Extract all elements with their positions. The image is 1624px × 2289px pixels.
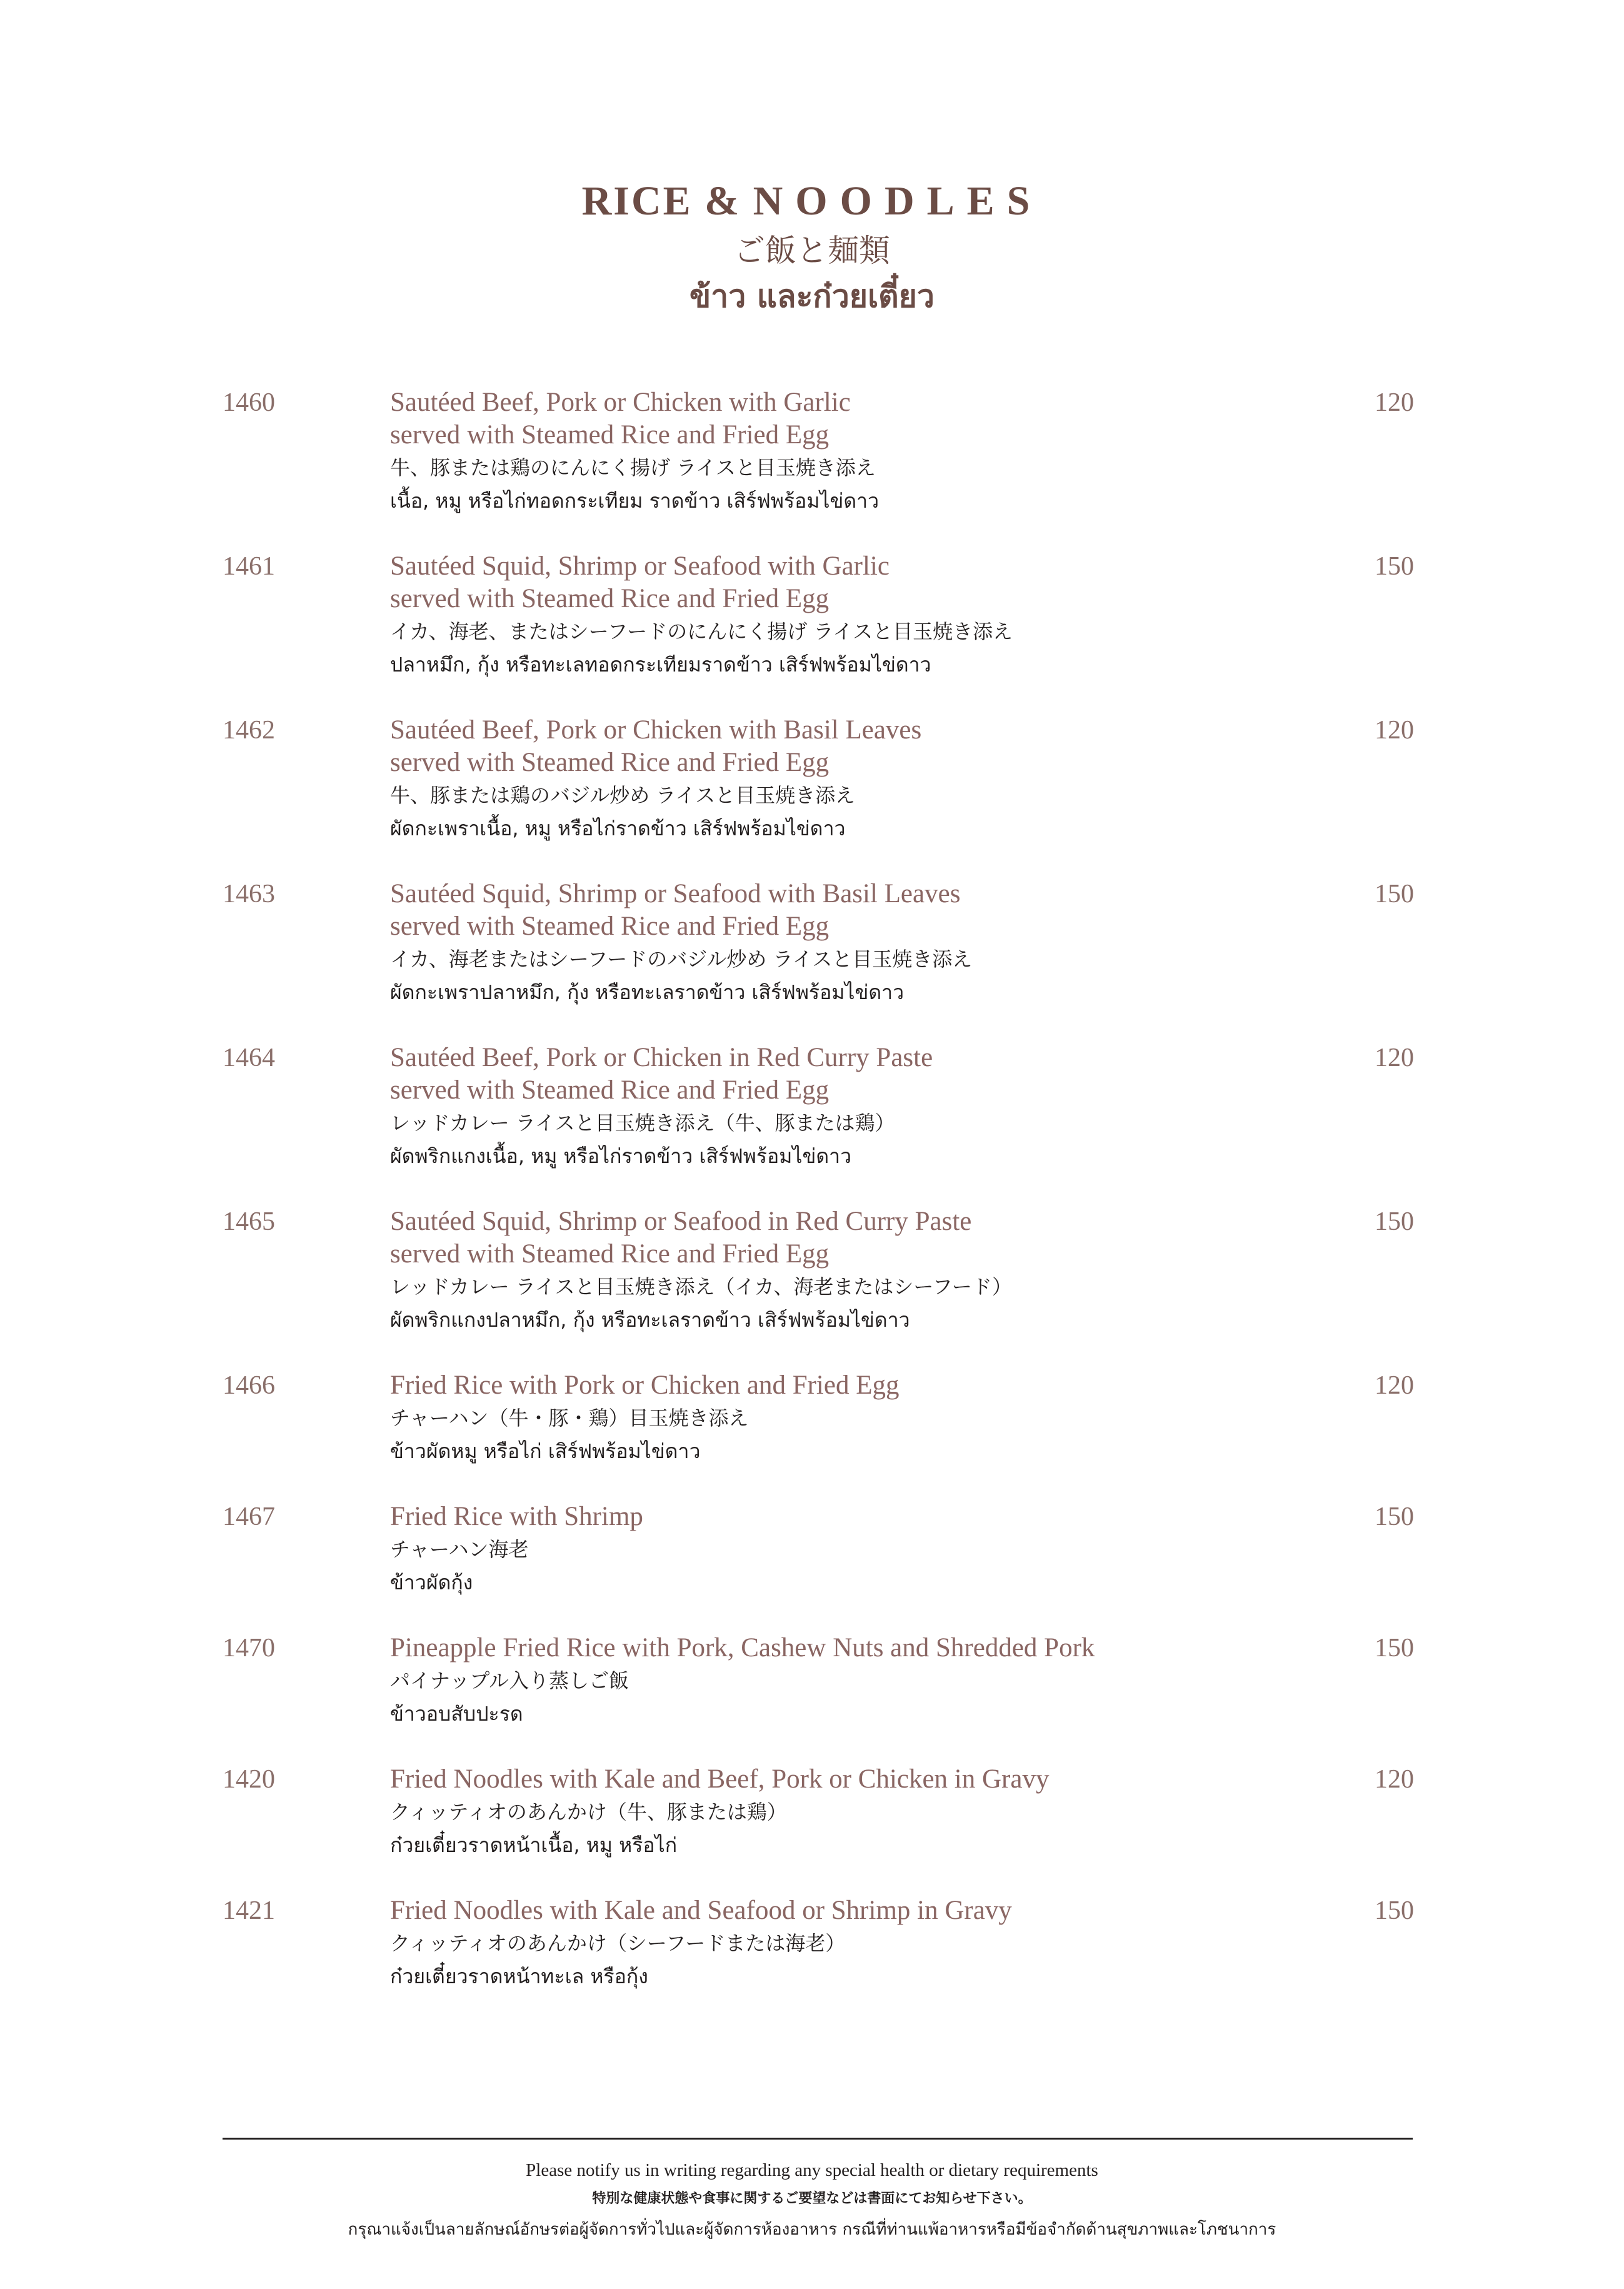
item-description: [390, 1632, 1340, 1731]
dietary-notice-japanese: 特別な健康状態や食事に関するご要望などは書面にてお知らせ下さい。: [592, 2191, 1032, 2206]
item-description: [390, 1894, 1340, 1993]
item-name-japanese: クィッティオのあんかけ（シーフードまたは海老）: [390, 1931, 846, 1955]
item-description: [390, 1042, 1340, 1173]
item-name-japanese: パイナップル入り蒸しご飯: [390, 1669, 629, 1693]
dietary-notice-thai: กรุณาแจ้งเป็นลายลักษณ์อักษรต่อผู้จัดการทั่วไปและผู้จัดการห้องอาหาร กรณีที่ท่านแพ้อาหารหรือมีข้อจำกัดด้านสุขภาพและโภชนาการ: [348, 2220, 1276, 2239]
item-code: 1462: [223, 716, 275, 745]
item-description: [390, 714, 1340, 845]
item-name-english: Sautéed Beef, Pork or Chicken with Basil Leaves: [390, 715, 922, 745]
menu-header: [0, 175, 1624, 319]
item-code: 1463: [223, 880, 275, 908]
menu-item: [0, 1763, 1624, 1894]
item-name-english: Fried Rice with Pork or Chicken and Fried Egg: [390, 1371, 900, 1400]
item-price: 120: [1375, 1371, 1414, 1400]
menu-list: [0, 386, 1624, 2026]
item-name-thai: ผัดพริกแกงปลาหมึก, กุ้ง หรือทะเลราดข้าว เสิร์ฟพร้อมไข่ดาว: [390, 1308, 910, 1332]
item-name-japanese: チャーハン（牛・豚・鶏）目玉焼き添え: [390, 1406, 749, 1430]
item-name-japanese: イカ、海老またはシーフードのバジル炒め ライスと目玉焼き添え: [390, 947, 973, 971]
menu-item: [0, 1894, 1624, 2026]
item-name-thai: ก๋วยเตี๋ยวราดหน้าเนื้อ, หมู หรือไก่: [390, 1833, 678, 1857]
item-name-thai: เนื้อ, หมู หรือไก่ทอดกระเทียม ราดข้าว เสิร์ฟพร้อมไข่ดาว: [390, 489, 880, 513]
title-rice: RICE: [581, 178, 693, 224]
item-name-english: Sautéed Squid, Shrimp or Seafood with Basil Leaves: [390, 879, 961, 908]
menu-item: [0, 714, 1624, 878]
item-name-thai: ข้าวผัดหมู หรือไก่ เสิร์ฟพร้อมไข่ดาว: [390, 1439, 701, 1463]
item-description: [390, 386, 1340, 518]
item-name-japanese: 牛、豚または鶏のにんにく揚げ ライスと目玉焼き添え: [390, 456, 876, 480]
menu-item: [0, 1501, 1624, 1632]
item-name-thai: ก๋วยเตี๋ยวราดหน้าทะเล หรือกุ้ง: [390, 1965, 648, 1988]
item-name-english-continued: served with Steamed Rice and Fried Egg: [390, 584, 830, 613]
item-description: [390, 1369, 1340, 1468]
menu-item: [0, 1369, 1624, 1501]
title-noodles: NOODLES: [753, 178, 1043, 224]
item-description: [390, 878, 1340, 1009]
item-name-thai: ข้าวอบสับปะรด: [390, 1702, 523, 1726]
item-code: 1466: [223, 1371, 275, 1400]
item-name-english: Pineapple Fried Rice with Pork, Cashew Nuts and Shredded Pork: [390, 1633, 1095, 1663]
item-code: 1467: [223, 1502, 275, 1531]
item-name-english: Fried Noodles with Kale and Beef, Pork or Chicken in Gravy: [390, 1764, 1050, 1794]
menu-item: [0, 1205, 1624, 1369]
item-name-english: Fried Noodles with Kale and Seafood or Shrimp in Gravy: [390, 1896, 1012, 1925]
item-name-english-continued: served with Steamed Rice and Fried Egg: [390, 1075, 830, 1105]
item-name-english-continued: served with Steamed Rice and Fried Egg: [390, 912, 830, 941]
item-code: 1421: [223, 1896, 275, 1925]
menu-item: [0, 1042, 1624, 1205]
dietary-notice-english: Please notify us in writing regarding any special health or dietary requirements: [526, 2160, 1098, 2180]
item-name-thai: ข้าวผัดกุ้ง: [390, 1571, 473, 1594]
item-code: 1461: [223, 552, 275, 581]
section-title-thai: ข้าว และก๋วยเตี๋ยว: [689, 278, 935, 314]
menu-item: [0, 1632, 1624, 1763]
item-name-english: Sautéed Squid, Shrimp or Seafood with Garlic: [390, 551, 890, 581]
item-name-thai: ปลาหมึก, กุ้ง หรือทะเลทอดกระเทียมราดข้าว เสิร์ฟพร้อมไข่ดาว: [390, 653, 931, 677]
item-name-english: Sautéed Squid, Shrimp or Seafood in Red Curry Paste: [390, 1207, 972, 1236]
item-code: 1420: [223, 1765, 275, 1794]
item-name-thai: ผัดกะเพราปลาหมึก, กุ้ง หรือทะเลราดข้าว เสิร์ฟพร้อมไข่ดาว: [390, 980, 905, 1004]
item-name-english-continued: served with Steamed Rice and Fried Egg: [390, 1239, 830, 1269]
item-name-english: Sautéed Beef, Pork or Chicken in Red Curry Paste: [390, 1043, 933, 1072]
item-price: 120: [1375, 1765, 1414, 1794]
item-price: 150: [1375, 880, 1414, 908]
menu-item: [0, 386, 1624, 550]
footer-divider: [223, 2138, 1413, 2140]
item-price: 150: [1375, 1502, 1414, 1531]
menu-item: [0, 550, 1624, 714]
item-code: 1470: [223, 1634, 275, 1663]
item-name-japanese: レッドカレー ライスと目玉焼き添え（イカ、海老またはシーフード）: [390, 1275, 1012, 1299]
section-title: [0, 175, 1624, 228]
item-code: 1465: [223, 1207, 275, 1236]
menu-item: [0, 878, 1624, 1042]
item-description: [390, 550, 1340, 682]
item-name-japanese: イカ、海老、またはシーフードのにんにく揚げ ライスと目玉焼き添え: [390, 620, 1013, 643]
item-name-japanese: 牛、豚または鶏のバジル炒め ライスと目玉焼き添え: [390, 783, 856, 807]
item-code: 1464: [223, 1044, 275, 1072]
item-name-japanese: チャーハン海老: [390, 1537, 529, 1561]
item-price: 150: [1375, 1896, 1414, 1925]
section-title-japanese: ご飯と麺類: [734, 233, 890, 269]
item-description: [390, 1205, 1340, 1337]
item-description: [390, 1763, 1340, 1862]
item-name-thai: ผัดพริกแกงเนื้อ, หมู หรือไก่ราดข้าว เสิร์ฟพร้อมไข่ดาว: [390, 1144, 852, 1168]
item-price: 120: [1375, 1044, 1414, 1072]
item-name-english-continued: served with Steamed Rice and Fried Egg: [390, 748, 830, 777]
item-price: 120: [1375, 388, 1414, 417]
item-code: 1460: [223, 388, 275, 417]
item-name-english: Sautéed Beef, Pork or Chicken with Garlic: [390, 388, 851, 417]
title-ampersand: &: [692, 178, 753, 224]
item-name-thai: ผัดกะเพราเนื้อ, หมู หรือไก่ราดข้าว เสิร์ฟพร้อมไข่ดาว: [390, 817, 846, 840]
item-price: 120: [1375, 716, 1414, 745]
item-name-english-continued: served with Steamed Rice and Fried Egg: [390, 420, 830, 450]
item-name-english: Fried Rice with Shrimp: [390, 1502, 643, 1531]
item-name-japanese: レッドカレー ライスと目玉焼き添え（牛、豚または鶏）: [390, 1111, 895, 1135]
item-price: 150: [1375, 552, 1414, 581]
item-description: [390, 1501, 1340, 1599]
item-price: 150: [1375, 1207, 1414, 1236]
item-name-japanese: クィッティオのあんかけ（牛、豚または鶏）: [390, 1800, 787, 1824]
item-price: 150: [1375, 1634, 1414, 1663]
